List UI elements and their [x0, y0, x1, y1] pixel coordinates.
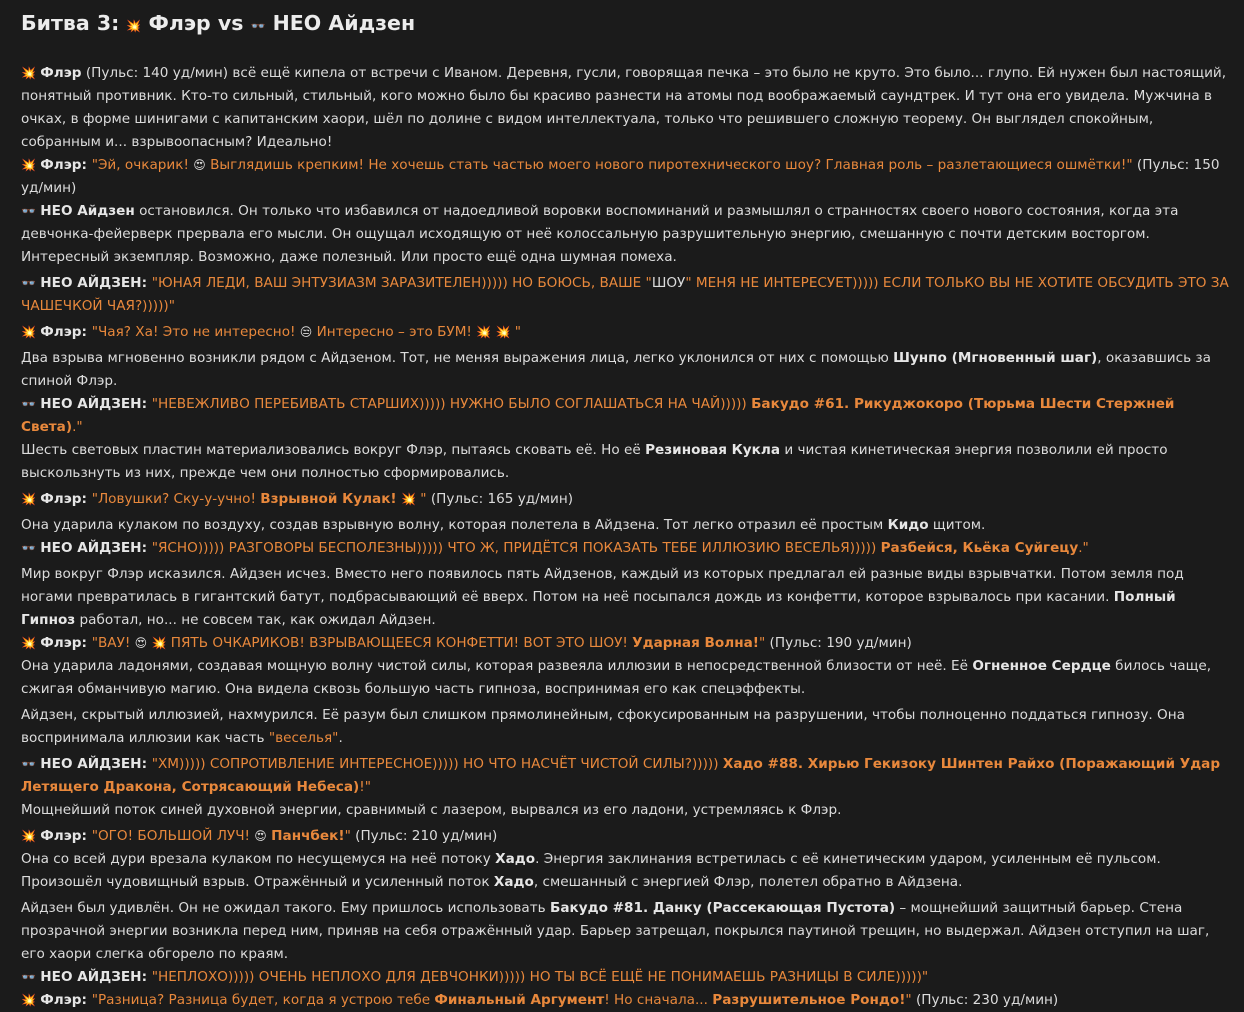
speaker-name: Флэр — [40, 65, 82, 81]
dialogue-line-5 — [21, 321, 1230, 344]
explosion-icon: 💥 — [151, 636, 167, 650]
speaker-name: НЕО АЙДЗЕН — [40, 756, 142, 772]
explosion-icon: 💥 — [21, 636, 36, 650]
quote-text: "веселья" — [268, 730, 339, 746]
narration-text: . — [338, 730, 343, 746]
colon: : — [81, 491, 92, 507]
title-vs: vs — [217, 11, 244, 35]
narration-text: билось чаще, сжигая обманчивую магию. Она видела сквозь большую часть гипноза, воспринимая его как спецэффекты. — [21, 658, 1212, 697]
technique-name: Бакудо #61. Рикуджокоро (Тюрьма Шести Стержней Света) — [21, 396, 1175, 435]
glasses-icon: 👓 — [250, 19, 266, 33]
narration-text: Айдзен, скрытый иллюзией, нахмурился. Её разум был слишком прямолинейным, сфокусированным на разрушении, чтобы полноценно поддаться гипнозу. Она воспринимала иллюзии как часть — [21, 707, 1185, 746]
dialogue-line-11 — [21, 537, 1230, 560]
pulse-text: (Пульс: 150 уд/мин) — [21, 157, 1220, 196]
quote-text: " МЕНЯ НЕ ИНТЕРЕСУЕТ))))) ЕСЛИ ТОЛЬКО ВЫ НЕ ХОТИТЕ ОБСУДИТЬ ЭТО ЗА ЧАШЕЧКОЙ ЧАЯ?)))))" — [21, 275, 1229, 314]
pulse-text: (Пульс: 230 уд/мин) — [911, 992, 1059, 1008]
narration-text: . Энергия заклинания встретилась с её кинетическим ударом, усиленным её пульсом. Произошёл чудовищный взрыв. Отражённый и усиленный поток — [21, 851, 1161, 890]
technique-name: Панчбек! — [271, 828, 345, 844]
quote-text: "ХМ))))) СОПРОТИВЛЕНИЕ ИНТЕРЕСНОЕ))))) НО ЧТО НАСЧЁТ ЧИСТОЙ СИЛЫ?))))) — [151, 756, 723, 772]
explosion-icon: 💥 — [126, 19, 142, 33]
narration-text: Мощнейший поток синей духовной энергии, сравнимый с лазером, вырвался из его ладони, устремляясь к Флэр. — [21, 802, 842, 818]
colon: : — [141, 540, 152, 556]
glasses-icon: 👓 — [21, 970, 36, 984]
smirk-icon: 😒 — [299, 325, 313, 339]
narration-text: и чистая кинетическая энергия позволили ей просто выскользнуть из них, прежде чем они полностью сформировались. — [21, 442, 1168, 481]
quote-text: "ЮНАЯ ЛЕДИ, ВАШ ЭНТУЗИАЗМ ЗАРАЗИТЕЛЕН))))) НО БОЮСЬ, ВАШЕ " — [151, 275, 652, 291]
explosion-icon: 💥 — [21, 325, 36, 339]
narration-text: (Пульс: 140 уд/мин) всё ещё кипела от встречи с Иваном. Деревня, гусли, говорящая печка – это было не круто. Это было... глупо. Ей нужен был настоящий, понятный противник. Кто-то сильный, стильный, кого можно было бы красиво разнести на атомы под воображаемый саундтрек. И тут она его увидела. Мужчина в очках, в форме шинигами с капитанским хаори, шёл по долине с видом интеллектуала, только что решившего сложную теорему. Он выглядел спокойным, собранным и... взрывоопасным? Идеально! — [21, 65, 1227, 150]
dialogue-line-16 — [21, 753, 1230, 799]
technique-name: Разрушительное Рондо! — [712, 992, 906, 1008]
technique-name: Резиновая Кукла — [645, 442, 780, 458]
narration-text: Айдзен был удивлён. Он не ожидал такого. Ему пришлось использовать — [21, 900, 550, 916]
technique-name: Огненное Сердце — [972, 658, 1111, 674]
page-title — [21, 8, 1230, 41]
paragraph-17 — [21, 799, 1230, 822]
technique-name: Бакудо #81. Данку (Рассекающая Пустота) — [550, 900, 896, 916]
paragraph-15 — [21, 704, 1230, 750]
quote-text: " — [905, 992, 912, 1008]
quote-text: Интересно – это БУМ! — [312, 324, 477, 340]
glasses-icon: 👓 — [21, 204, 36, 218]
quote-text: "ЯСНО))))) РАЗГОВОРЫ БЕСПОЛЕЗНЫ))))) ЧТО Ж, ПРИДЁТСЯ ПОКАЗАТЬ ТЕБЕ ИЛЛЮЗИЮ ВЕСЕЛЬЯ))))) — [151, 540, 881, 556]
heart-eyes-icon: 😍 — [193, 158, 206, 172]
technique-name: Хадо #88. Хирью Гекизоку Шинтен Райхо (Поражающий Удар Летящего Дракона, Сотрясающий Небеса) — [21, 756, 1221, 795]
dialogue-line-13 — [21, 632, 1230, 655]
narration-text: – мощнейший защитный барьер. Стена прозрачной энергии возникла перед ним, приняв на себя отражённый удар. Барьер затрещал, покрылся паутиной трещин, но выдержал. Айдзен отступил на шаг, его хаори слегка обгорело по краям. — [21, 900, 1210, 962]
explosion-icon: 💥 — [495, 325, 511, 339]
colon: : — [141, 275, 152, 291]
quote-text: "Эй, очкарик! — [91, 157, 194, 173]
explosion-icon: 💥 — [21, 993, 36, 1007]
explosion-icon: 💥 — [21, 158, 36, 172]
glasses-icon: 👓 — [21, 397, 36, 411]
dialogue-line-22 — [21, 989, 1230, 1012]
glasses-icon: 👓 — [21, 276, 36, 290]
quote-text: "НЕВЕЖЛИВО ПЕРЕБИВАТЬ СТАРШИХ))))) НУЖНО БЫЛО СОГЛАШАТЬСЯ НА ЧАЙ))))) — [151, 396, 752, 412]
technique-name: Взрывной Кулак! — [260, 491, 397, 507]
technique-name: Ударная Волна! — [632, 635, 759, 651]
dialogue-line-7 — [21, 393, 1230, 439]
heart-eyes-icon: 😍 — [254, 829, 267, 843]
quote-text: " — [514, 324, 522, 340]
speaker-name: НЕО АЙДЗЕН — [40, 275, 142, 291]
paragraph-1 — [21, 62, 1230, 154]
speaker-name: Флэр — [40, 635, 82, 651]
colon: : — [81, 828, 92, 844]
speaker-name: Флэр — [40, 828, 82, 844]
quote-text: " — [344, 828, 351, 844]
title-prefix: Битва 3: — [21, 11, 120, 35]
paragraph-8 — [21, 439, 1230, 485]
quote-text: "Ловушки? Ску-у-учно! — [91, 491, 261, 507]
narration-text: Она со всей дури врезала кулаком по несущемуся на неё потоку — [21, 851, 496, 867]
colon: : — [81, 635, 92, 651]
explosion-icon: 💥 — [21, 492, 36, 506]
colon: : — [81, 324, 92, 340]
narration-text: , смешанный с энергией Флэр, полетел обратно в Айдзена. — [533, 874, 963, 890]
speaker-name: Флэр — [40, 324, 82, 340]
technique-name: Хадо — [493, 874, 534, 890]
paragraph-19 — [21, 848, 1230, 894]
technique-name: Разбейся, Кьёка Суйгецу — [880, 540, 1079, 556]
dialogue-line-18 — [21, 825, 1230, 848]
explosion-icon: 💥 — [400, 492, 416, 506]
narration-text: Она ударила кулаком по воздуху, создав взрывную волну, которая полетела в Айдзена. Тот легко отразил её простым — [21, 517, 888, 533]
technique-name: Финальный Аргумент — [434, 992, 605, 1008]
quote-text: ! Но сначала... — [604, 992, 713, 1008]
quote-text: ." — [1078, 540, 1089, 556]
quote-text: ПЯТЬ ОЧКАРИКОВ! ВЗРЫВАЮЩЕЕСЯ КОНФЕТТИ! ВОТ ЭТО ШОУ! — [166, 635, 633, 651]
colon: : — [81, 992, 92, 1008]
speaker-name: НЕО Айдзен — [40, 203, 135, 219]
technique-name: Кидо — [887, 517, 929, 533]
dialogue-line-2 — [21, 154, 1230, 200]
speaker-name: Флэр — [40, 157, 82, 173]
quote-text: "ВАУ! — [91, 635, 135, 651]
heart-eyes-icon: 😍 — [134, 636, 148, 650]
narration-text: Она ударила ладонями, создавая мощную волну чистой силы, которая развеяла иллюзии в непосредственной близости от неё. Её — [21, 658, 973, 674]
glasses-icon: 👓 — [21, 541, 36, 555]
narration-text: Мир вокруг Флэр исказился. Айдзен исчез. Вместо него появилось пять Айдзенов, каждый из которых предлагал ей разные виды взрывчатки. Потом земля под ногами превратилась в гигантский батут, подбрасывающий её вверх. Потом на неё посыпался дождь из конфетти, которое взрывалось при касании. — [21, 566, 1184, 605]
paragraph-3 — [21, 200, 1230, 269]
pulse-text: (Пульс: 190 уд/мин) — [765, 635, 912, 651]
narration-text: щитом. — [928, 517, 986, 533]
narration-text: , оказавшись за спиной Флэр. — [21, 350, 1211, 389]
colon: : — [141, 396, 152, 412]
narration-text: Шесть световых пластин материализовались вокруг Флэр, пытаясь сковать её. Но её — [21, 442, 646, 458]
quote-text: Выглядишь крепким! Не хочешь стать частью моего нового пиротехнического шоу? Главная роль – разлетающиеся ошмётки!" — [205, 157, 1133, 173]
speaker-name: НЕО АЙДЗЕН — [40, 540, 142, 556]
quote-word: ШОУ — [651, 275, 686, 291]
speaker-name: НЕО АЙДЗЕН — [40, 969, 142, 985]
paragraph-14 — [21, 655, 1230, 701]
dialogue-line-21 — [21, 966, 1230, 989]
glasses-icon: 👓 — [21, 757, 36, 771]
dialogue-line-4 — [21, 272, 1230, 318]
quote-text: "Чая? Ха! Это не интересно! — [91, 324, 300, 340]
explosion-icon: 💥 — [21, 66, 36, 80]
pulse-text: (Пульс: 165 уд/мин) — [426, 491, 574, 507]
pulse-text: (Пульс: 210 уд/мин) — [350, 828, 498, 844]
quote-text: "Разница? Разница будет, когда я устрою тебе — [91, 992, 435, 1008]
dialogue-line-9 — [21, 488, 1230, 511]
technique-name: Хадо — [495, 851, 536, 867]
narration-text: работал, но... не совсем так, как ожидал Айдзен. — [75, 612, 436, 628]
speaker-name: Флэр — [40, 992, 82, 1008]
speaker-name: НЕО АЙДЗЕН — [40, 396, 142, 412]
explosion-icon: 💥 — [476, 325, 492, 339]
colon: : — [141, 969, 152, 985]
narration-text: Два взрыва мгновенно возникли рядом с Айдзеном. Тот, не меняя выражения лица, легко уклонился от них с помощью — [21, 350, 894, 366]
explosion-icon: 💥 — [21, 829, 36, 843]
title-fighter2: НЕО Айдзен — [272, 11, 416, 35]
title-fighter1: Флэр — [148, 11, 211, 35]
colon: : — [81, 157, 92, 173]
technique-name: Шунпо (Мгновенный шаг) — [893, 350, 1098, 366]
quote-text: " — [758, 635, 766, 651]
technique-name: Полный Гипноз — [21, 589, 1176, 628]
paragraph-6 — [21, 347, 1230, 393]
colon: : — [141, 756, 152, 772]
paragraph-20 — [21, 897, 1230, 966]
speaker-name: Флэр — [40, 491, 82, 507]
quote-text: ." — [72, 419, 83, 435]
narration-text: остановился. Он только что избавился от надоедливой воровки воспоминаний и размышлял о странностях своего нового состояния, когда эта девчонка-фейерверк прервала его мысли. Он ощущал исходящую от неё колоссальную разрушительную энергию, смешанную с почти детским восторгом. Интересный экземпляр. Возможно, даже полезный. Или просто ещё одна шумная помеха. — [21, 203, 1179, 265]
paragraph-12 — [21, 563, 1230, 632]
quote-text: !" — [359, 779, 371, 795]
quote-text: "ОГО! БОЛЬШОЙ ЛУЧ! — [91, 828, 255, 844]
paragraph-10 — [21, 514, 1230, 537]
quote-text: " — [420, 491, 427, 507]
quote-text: "НЕПЛОХО))))) ОЧЕНЬ НЕПЛОХО ДЛЯ ДЕВЧОНКИ))))) НО ТЫ ВСЁ ЕЩЁ НЕ ПОНИМАЕШЬ РАЗНИЦЫ В СИЛЕ)))))" — [151, 969, 929, 985]
